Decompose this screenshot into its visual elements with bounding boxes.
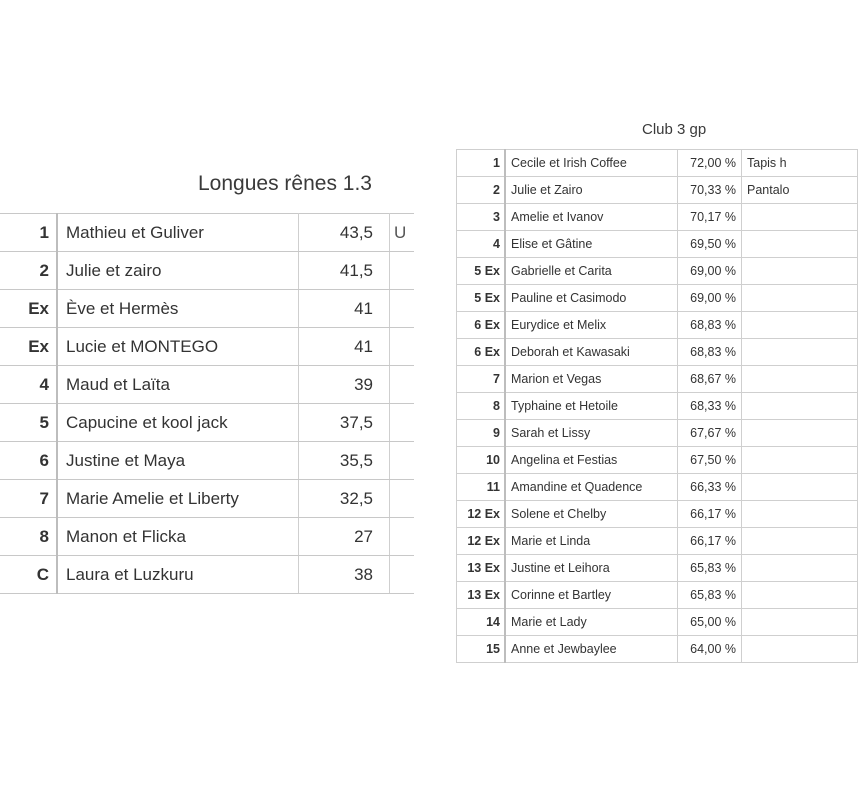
percentage-cell: 66,33 % <box>678 474 742 501</box>
table-row <box>0 252 414 290</box>
rank-cell: 5 Ex <box>457 285 506 312</box>
table-row <box>0 480 414 518</box>
rank-cell: 6 Ex <box>457 312 506 339</box>
rank-cell: Ex <box>0 328 57 366</box>
rank-cell: 3 <box>457 204 506 231</box>
rank-cell: 15 <box>457 636 506 663</box>
extra-cell <box>390 442 415 480</box>
table-row <box>0 518 414 556</box>
percentage-cell: 65,83 % <box>678 555 742 582</box>
percentage-cell: 68,33 % <box>678 393 742 420</box>
rider-horse-cell: Pauline et Casimodo <box>505 285 678 312</box>
table-row <box>457 420 858 447</box>
left-results-table <box>0 213 407 597</box>
rank-cell: 4 <box>457 231 506 258</box>
percentage-cell: 69,50 % <box>678 231 742 258</box>
table-row <box>457 393 858 420</box>
rider-horse-cell: Eurydice et Melix <box>505 312 678 339</box>
extra-cell <box>390 404 415 442</box>
prize-cell <box>742 609 858 636</box>
rider-horse-cell: Sarah et Lissy <box>505 420 678 447</box>
rider-horse-cell: Marie Amelie et Liberty <box>57 480 299 518</box>
table-row <box>457 366 858 393</box>
right-table-title: Club 3 gp <box>642 121 707 138</box>
percentage-cell: 68,67 % <box>678 366 742 393</box>
percentage-cell: 69,00 % <box>678 258 742 285</box>
extra-cell <box>390 252 415 290</box>
table-row <box>457 312 858 339</box>
rank-cell: 10 <box>457 447 506 474</box>
prize-cell <box>742 636 858 663</box>
prize-cell <box>742 258 858 285</box>
table-row <box>0 328 414 366</box>
prize-cell <box>742 312 858 339</box>
table-row <box>0 442 414 480</box>
rank-cell: 13 Ex <box>457 555 506 582</box>
prize-cell <box>742 528 858 555</box>
rank-cell: 6 Ex <box>457 339 506 366</box>
prize-cell <box>742 231 858 258</box>
score-cell: 41 <box>299 290 390 328</box>
rank-cell: 2 <box>457 177 506 204</box>
extra-cell <box>390 518 415 556</box>
table-row <box>0 556 414 594</box>
table-row <box>0 404 414 442</box>
rank-cell: C <box>0 556 57 594</box>
right-results-table <box>456 149 800 669</box>
table-row <box>457 636 858 663</box>
rank-cell: 4 <box>0 366 57 404</box>
rider-horse-cell: Lucie et MONTEGO <box>57 328 299 366</box>
rider-horse-cell: Cecile et Irish Coffee <box>505 150 678 177</box>
extra-cell <box>390 556 415 594</box>
table-row <box>0 290 414 328</box>
table-row <box>457 285 858 312</box>
rider-horse-cell: Corinne et Bartley <box>505 582 678 609</box>
rank-cell: 14 <box>457 609 506 636</box>
rider-horse-cell: Elise et Gâtine <box>505 231 678 258</box>
percentage-cell: 66,17 % <box>678 528 742 555</box>
score-cell: 41 <box>299 328 390 366</box>
rider-horse-cell: Typhaine et Hetoile <box>505 393 678 420</box>
table-row <box>457 339 858 366</box>
table-row <box>457 609 858 636</box>
rider-horse-cell: Laura et Luzkuru <box>57 556 299 594</box>
rank-cell: 9 <box>457 420 506 447</box>
percentage-cell: 68,83 % <box>678 339 742 366</box>
table-row <box>457 501 858 528</box>
percentage-cell: 66,17 % <box>678 501 742 528</box>
table-row <box>457 231 858 258</box>
score-cell: 43,5 <box>299 214 390 252</box>
rank-cell: 11 <box>457 474 506 501</box>
rank-cell: 6 <box>0 442 57 480</box>
left-table-body <box>0 214 414 594</box>
rider-horse-cell: Manon et Flicka <box>57 518 299 556</box>
table-row <box>0 214 414 252</box>
rank-cell: 8 <box>457 393 506 420</box>
rank-cell: 7 <box>0 480 57 518</box>
rank-cell: 7 <box>457 366 506 393</box>
prize-cell <box>742 366 858 393</box>
prize-cell: Tapis h <box>742 150 858 177</box>
rank-cell: 12 Ex <box>457 501 506 528</box>
rank-cell: 5 Ex <box>457 258 506 285</box>
rider-horse-cell: Justine et Maya <box>57 442 299 480</box>
percentage-cell: 69,00 % <box>678 285 742 312</box>
extra-cell <box>390 290 415 328</box>
prize-cell <box>742 285 858 312</box>
rank-cell: 2 <box>0 252 57 290</box>
rider-horse-cell: Mathieu et Guliver <box>57 214 299 252</box>
rider-horse-cell: Anne et Jewbaylee <box>505 636 678 663</box>
extra-cell <box>390 328 415 366</box>
rank-cell: 1 <box>0 214 57 252</box>
extra-cell <box>390 366 415 404</box>
percentage-cell: 72,00 % <box>678 150 742 177</box>
rider-horse-cell: Capucine et kool jack <box>57 404 299 442</box>
prize-cell <box>742 447 858 474</box>
score-cell: 39 <box>299 366 390 404</box>
prize-cell <box>742 474 858 501</box>
table-row <box>457 474 858 501</box>
rider-horse-cell: Solene et Chelby <box>505 501 678 528</box>
rider-horse-cell: Julie et Zairo <box>505 177 678 204</box>
prize-cell <box>742 555 858 582</box>
score-cell: 41,5 <box>299 252 390 290</box>
table-row <box>457 582 858 609</box>
rank-cell: 5 <box>0 404 57 442</box>
extra-cell <box>390 480 415 518</box>
rider-horse-cell: Amandine et Quadence <box>505 474 678 501</box>
table-row <box>457 555 858 582</box>
rider-horse-cell: Maud et Laïta <box>57 366 299 404</box>
right-table-body <box>457 150 858 663</box>
rider-horse-cell: Marie et Lady <box>505 609 678 636</box>
rider-horse-cell: Gabrielle et Carita <box>505 258 678 285</box>
percentage-cell: 65,00 % <box>678 609 742 636</box>
score-cell: 35,5 <box>299 442 390 480</box>
prize-cell <box>742 420 858 447</box>
rider-horse-cell: Angelina et Festias <box>505 447 678 474</box>
rank-cell: 12 Ex <box>457 528 506 555</box>
rank-cell: 8 <box>0 518 57 556</box>
prize-cell <box>742 501 858 528</box>
rider-horse-cell: Justine et Leihora <box>505 555 678 582</box>
prize-cell <box>742 393 858 420</box>
score-cell: 37,5 <box>299 404 390 442</box>
percentage-cell: 70,33 % <box>678 177 742 204</box>
score-cell: 32,5 <box>299 480 390 518</box>
table-row <box>457 447 858 474</box>
rider-horse-cell: Marie et Linda <box>505 528 678 555</box>
table-row <box>457 150 858 177</box>
percentage-cell: 70,17 % <box>678 204 742 231</box>
score-cell: 38 <box>299 556 390 594</box>
score-cell: 27 <box>299 518 390 556</box>
rider-horse-cell: Ève et Hermès <box>57 290 299 328</box>
rank-cell: Ex <box>0 290 57 328</box>
table-row <box>457 258 858 285</box>
percentage-cell: 65,83 % <box>678 582 742 609</box>
table-row <box>457 528 858 555</box>
extra-cell: U <box>390 214 415 252</box>
percentage-cell: 64,00 % <box>678 636 742 663</box>
left-table-title: Longues rênes 1.3 <box>198 172 372 195</box>
table-row <box>457 204 858 231</box>
rider-horse-cell: Deborah et Kawasaki <box>505 339 678 366</box>
prize-cell <box>742 339 858 366</box>
percentage-cell: 67,50 % <box>678 447 742 474</box>
prize-cell <box>742 204 858 231</box>
table-row <box>457 177 858 204</box>
table-row <box>0 366 414 404</box>
rank-cell: 13 Ex <box>457 582 506 609</box>
rider-horse-cell: Julie et zairo <box>57 252 299 290</box>
percentage-cell: 68,83 % <box>678 312 742 339</box>
rider-horse-cell: Amelie et Ivanov <box>505 204 678 231</box>
prize-cell: Pantalo <box>742 177 858 204</box>
rank-cell: 1 <box>457 150 506 177</box>
percentage-cell: 67,67 % <box>678 420 742 447</box>
rider-horse-cell: Marion et Vegas <box>505 366 678 393</box>
prize-cell <box>742 582 858 609</box>
